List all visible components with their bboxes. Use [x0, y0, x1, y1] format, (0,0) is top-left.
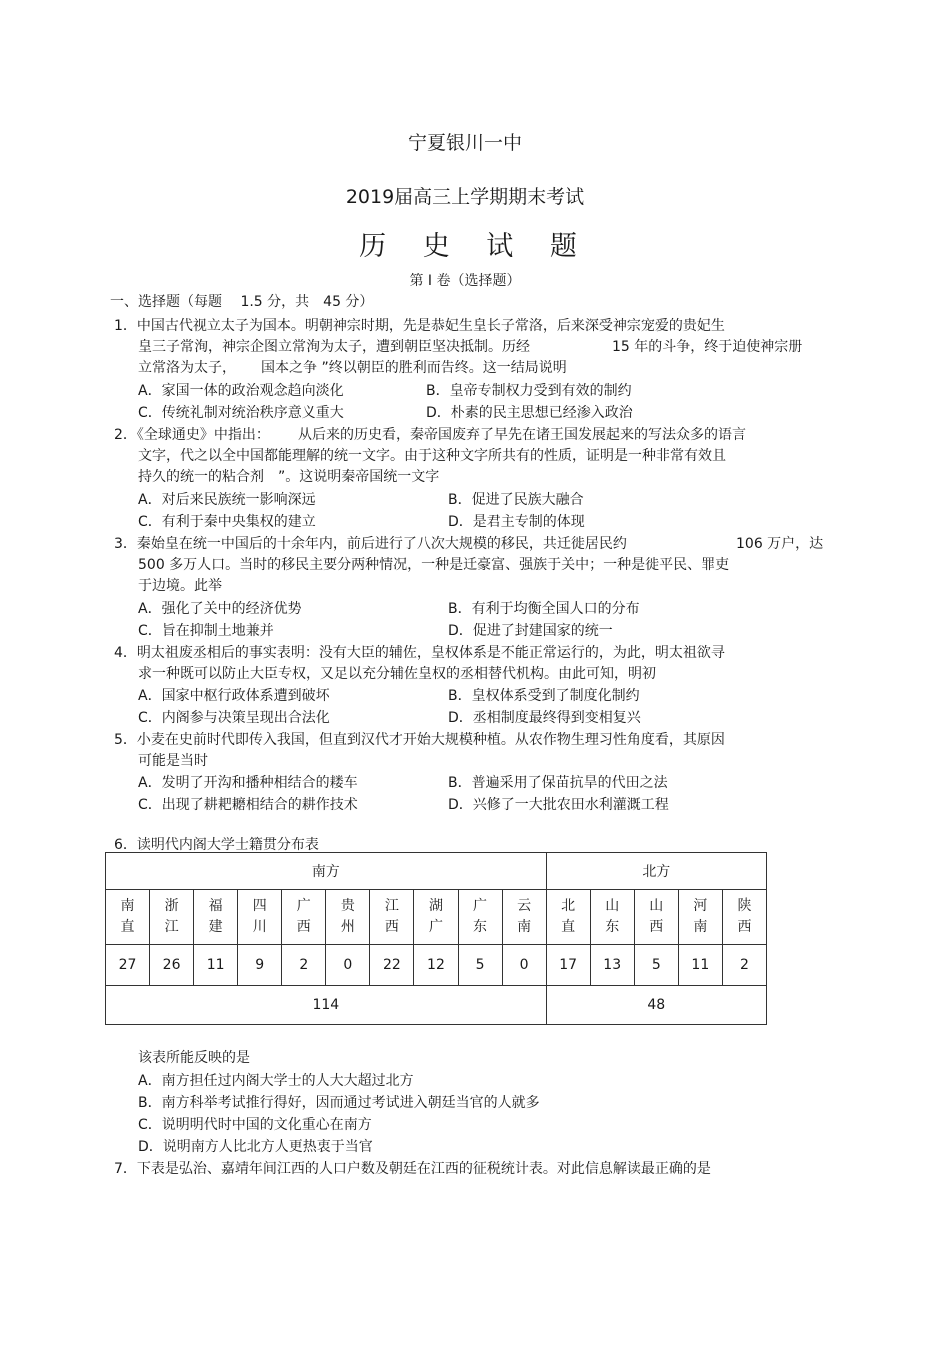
province-char: 江: [164, 919, 179, 935]
section-heading: 一、选择题（每题 1.5 分，共 45 分）: [110, 294, 374, 310]
question-stem: 3．秦始皇在统一中国后的十余年内，前后进行了八次大规模的移民，共迁徙居民约: [114, 536, 627, 552]
count-cell: 2: [722, 945, 766, 986]
province-char: 广: [296, 898, 311, 914]
province-char: 广: [428, 919, 443, 935]
question-stem: 立常洛为太子，: [138, 360, 236, 376]
option-b: B．皇权体系受到了制度化制约: [448, 688, 640, 704]
option-a: A．强化了关中的经济优势: [138, 601, 302, 617]
count-cell: 17: [546, 945, 590, 986]
question-stem: 4．明太祖废丞相后的事实表明：没有大臣的辅佐，皇权体系是不能正常运行的，为此，明太祖欲寻: [114, 645, 725, 661]
province-cell: [238, 890, 282, 945]
option-b: B．有利于均衡全国人口的分布: [448, 601, 640, 617]
province-char: 西: [649, 919, 664, 935]
province-cell: [326, 890, 370, 945]
option-a: A．对后来民族统一影响深远: [138, 492, 316, 508]
question-6-ask: 该表所能反映的是: [138, 1050, 250, 1066]
province-char: 川: [252, 919, 267, 935]
province-char: 建: [208, 919, 223, 935]
question-stem: 国本之争 ”终以朝臣的胜利而告终。这一结局说明: [261, 360, 567, 376]
province-cell: [546, 890, 590, 945]
south-header: 南方: [106, 853, 547, 890]
count-cell: 9: [238, 945, 282, 986]
question-stem: 5．小麦在史前时代即传入我国，但直到汉代才开始大规模种植。从农作物生理习性角度看，其原因: [114, 732, 725, 748]
province-row: [106, 890, 767, 945]
province-char: 直: [561, 919, 576, 935]
count-cell: 27: [106, 945, 150, 986]
option-d: D．说明南方人比北方人更热衷于当官: [138, 1139, 373, 1155]
province-char: 东: [605, 919, 620, 935]
count-cell: 11: [678, 945, 722, 986]
province-char: 山: [649, 898, 664, 914]
province-char: 西: [296, 919, 311, 935]
option-d: D．促进了封建国家的统一: [448, 623, 613, 639]
option-c: C．说明明代时中国的文化重心在南方: [138, 1117, 372, 1133]
province-cell: [194, 890, 238, 945]
option-a: A．国家中枢行政体系遭到破坏: [138, 688, 330, 704]
province-cell: [150, 890, 194, 945]
north-total: 48: [546, 986, 766, 1025]
school-name: 宁夏银川一中: [407, 132, 522, 154]
option-d: D．是君主专制的体现: [448, 514, 585, 530]
province-char: 南: [693, 919, 708, 935]
question-6-stem: 6．读明代内阁大学士籍贯分布表: [114, 837, 319, 853]
province-char: 广: [473, 898, 488, 914]
province-char: 西: [384, 919, 399, 935]
province-cell: [590, 890, 634, 945]
count-cell: 0: [326, 945, 370, 986]
province-cell: [458, 890, 502, 945]
province-char: 南: [517, 919, 532, 935]
option-a: A．家国一体的政治观念趋向淡化: [138, 383, 344, 399]
province-char: 浙: [164, 898, 179, 914]
count-cell: 0: [502, 945, 546, 986]
option-b: B．普遍采用了保苗抗旱的代田之法: [448, 775, 668, 791]
question-stem: 106 万户，达: [736, 536, 824, 552]
option-b: B．促进了民族大融合: [448, 492, 584, 508]
province-cell: [414, 890, 458, 945]
province-cell: [282, 890, 326, 945]
question-stem: 文字，代之以全中国都能理解的统一文字。由于这种文字所共有的性质，证明是一种非常有效且: [138, 448, 726, 464]
option-c: C．出现了耕耙耱相结合的耕作技术: [138, 797, 358, 813]
province-char: 陕: [737, 898, 752, 914]
question-stem: 2．《全球通史》中指出：: [114, 427, 270, 443]
province-cell: [106, 890, 150, 945]
question-stem: 于边境。此举: [138, 578, 222, 594]
option-c: C．传统礼制对统治秩序意义重大: [138, 405, 344, 421]
volume-label: 第 I 卷（选择题）: [409, 273, 521, 289]
province-char: 云: [517, 898, 532, 914]
south-total: 114: [106, 986, 547, 1025]
count-cell: 13: [590, 945, 634, 986]
question-stem: 皇三子常洵，神宗企图立常洵为太子，遭到朝臣坚决抵制。历经: [138, 339, 530, 355]
province-char: 河: [693, 898, 708, 914]
province-char: 州: [340, 919, 355, 935]
count-row: [106, 945, 767, 986]
option-d: D．兴修了一大批农田水利灌溉工程: [448, 797, 669, 813]
question-stem: 可能是当时: [138, 753, 208, 769]
province-cell: [722, 890, 766, 945]
count-cell: 22: [370, 945, 414, 986]
scholar-distribution-table: [105, 852, 767, 1025]
question-stem: 求一种既可以防止大臣专权，又足以充分辅佐皇权的丞相替代机构。由此可知，明初: [138, 666, 656, 682]
option-b: B．皇帝专制权力受到有效的制约: [426, 383, 632, 399]
option-c: C．旨在抑制土地兼并: [138, 623, 274, 639]
province-char: 福: [208, 898, 223, 914]
province-char: 贵: [340, 898, 355, 914]
option-c: C．内阁参与决策呈现出合法化: [138, 710, 330, 726]
province-cell: [634, 890, 678, 945]
option-a: A．南方担任过内阁大学士的人大大超过北方: [138, 1073, 414, 1089]
question-stem: 1．中国古代视立太子为国本。明朝神宗时期，先是恭妃生皇长子常洛，后来深受神宗宠爱的贵妃生: [114, 318, 725, 334]
option-b: B．南方科举考试推行得好，因而通过考试进入朝廷当官的人就多: [138, 1095, 540, 1111]
province-char: 四: [252, 898, 267, 914]
province-cell: [370, 890, 414, 945]
province-cell: [678, 890, 722, 945]
count-cell: 12: [414, 945, 458, 986]
count-cell: 5: [458, 945, 502, 986]
province-char: 直: [120, 919, 135, 935]
option-a: A．发明了开沟和播种相结合的耧车: [138, 775, 358, 791]
count-cell: 2: [282, 945, 326, 986]
province-char: 西: [737, 919, 752, 935]
option-d: D．丞相制度最终得到变相复兴: [448, 710, 641, 726]
count-cell: 5: [634, 945, 678, 986]
province-char: 东: [473, 919, 488, 935]
option-d: D．朴素的民主思想已经渗入政治: [426, 405, 633, 421]
question-stem: 持久的统一的粘合剂 ”。这说明秦帝国统一文字: [138, 469, 440, 485]
province-char: 南: [120, 898, 135, 914]
province-char: 湖: [428, 898, 443, 914]
question-7-stem: 7．下表是弘治、嘉靖年间江西的人口户数及朝廷在江西的征税统计表。对此信息解读最正确的是: [114, 1161, 711, 1177]
question-stem: 500 多万人口。当时的移民主要分两种情况，一种是迁豪富、强族于关中；一种是徙平民、罪吏: [138, 557, 730, 573]
question-stem: 15 年的斗争，终于迫使神宗册: [612, 339, 803, 355]
exam-title: 2019届高三上学期期末考试: [345, 186, 585, 208]
province-cell: [502, 890, 546, 945]
count-cell: 11: [194, 945, 238, 986]
province-char: 山: [605, 898, 620, 914]
province-char: 江: [384, 898, 399, 914]
north-header: 北方: [546, 853, 766, 890]
subject-title: 历 史 试 题: [359, 231, 591, 262]
province-char: 北: [561, 898, 576, 914]
option-c: C．有利于秦中央集权的建立: [138, 514, 316, 530]
count-cell: 26: [150, 945, 194, 986]
question-stem: 从后来的历史看，秦帝国废弃了早先在诸王国发展起来的写法众多的语言: [298, 427, 746, 443]
